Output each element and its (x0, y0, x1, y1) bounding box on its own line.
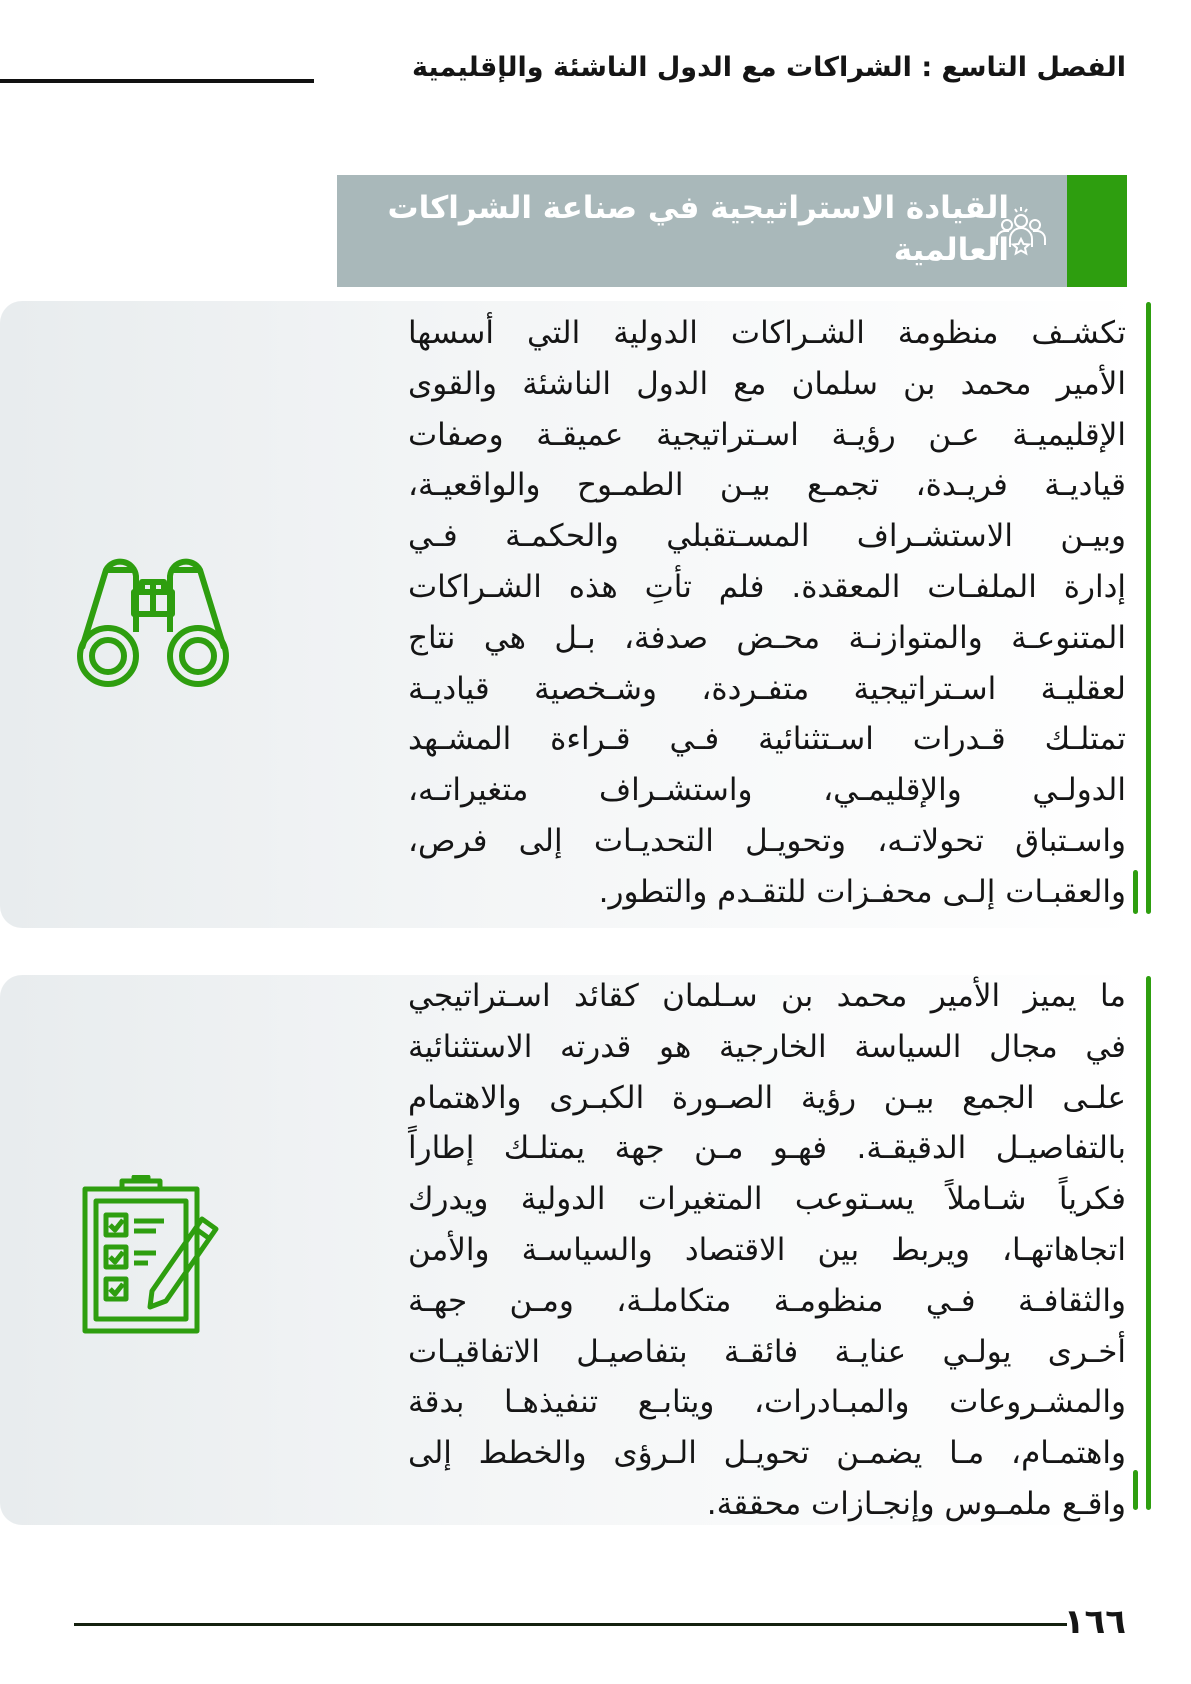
page-number: ١٦٦ (1063, 1602, 1126, 1642)
text-line: الإقليميـة عـن رؤيـة اسـتراتيجية عميقـة وصفات (408, 416, 1126, 453)
paragraph-2 (408, 971, 1126, 1530)
text-line: الدولـي والإقليمـي، واستشـراف متغيراتـه، (408, 772, 1126, 809)
text-line: واسـتباق تحولاتـه، وتحويـل التحديـات إلى فرص، (408, 822, 1126, 859)
accent-bar-short (1133, 1470, 1138, 1510)
section-title: القيادة الاستراتيجية في صناعة الشراكات العالمية (387, 190, 1009, 268)
checklist-clipboard-icon (82, 1175, 227, 1335)
text-line: المتنوعـة والمتوازنـة محـض صدفة، بـل هي نتاج (408, 619, 1126, 656)
text-line: أخـرى يولـي عنايـة فائقـة بتفاصيـل الاتفاقيـات (408, 1333, 1126, 1370)
footer-rule (74, 1623, 1067, 1626)
chapter-title: الفصل التاسع : الشراكات مع الدول الناشئة والإقليمية (412, 52, 1126, 83)
accent-bar-short (1133, 870, 1138, 914)
text-line: والعقبـات إلـى محفـزات للتقـدم والتطور. (598, 873, 1126, 910)
text-line: لعقليـة اسـتراتيجية متفـردة، وشـخصية قياديـة (408, 670, 1126, 707)
text-line: والمشـروعات والمبـادرات، ويتابـع تنفيذهـا بدقة (408, 1384, 1126, 1421)
text-line: ما يميز الأمير محمد بن سـلمان كقائد اسـتراتيجي (408, 978, 1126, 1014)
binoculars-icon (76, 552, 230, 692)
accent-bar (1146, 302, 1151, 914)
text-line: قياديـة فريـدة، تجمـع بيـن الطمـوح والواقعيـة، (408, 467, 1126, 504)
paragraph-1 (408, 308, 1126, 918)
header-rule (0, 79, 314, 83)
title-accent-block (1067, 175, 1127, 287)
text-line: إدارة الملفـات المعقدة. فلم تأتِ هذه الشـراكات (408, 568, 1126, 605)
text-line: الأمير محمد بن سلمان مع الدول الناشئة والقوى (408, 365, 1126, 402)
text-line: بالتفاصيـل الدقيقـة. فهـو مـن جهة يمتلـك إطاراً (408, 1130, 1126, 1167)
text-line: وبيـن الاستشـراف المسـتقبلي والحكمـة فـي (408, 518, 1126, 555)
text-line: علـى الجمع بيـن رؤية الصـورة الكبـرى والاهتمام (408, 1079, 1126, 1116)
text-line: فكرياً شـاملاً يسـتوعب المتغيرات الدولية ويدرك (408, 1181, 1126, 1218)
text-line: تكشـف منظومة الشـراكات الدولية التي أسسها (408, 315, 1126, 351)
accent-bar (1146, 976, 1151, 1510)
section-title-box (337, 175, 1127, 287)
text-line: واقـع ملمـوس وإنجـازات محققة. (706, 1485, 1126, 1522)
text-line: اتجاهاتهـا، ويربط بين الاقتصاد والسياسـة والأمن (408, 1231, 1126, 1268)
text-line: في مجال السياسة الخارجية هو قدرته الاستثنائية (408, 1028, 1126, 1065)
text-line: تمتلـك قـدرات اسـتثنائية فـي قـراءة المشـهد (408, 721, 1126, 758)
text-line: واهتمـام، مـا يضمـن تحويـل الـرؤى والخطط إلى (408, 1435, 1126, 1472)
text-line: والثقافـة فـي منظومـة متكاملـة، ومـن جهـة (408, 1282, 1126, 1319)
